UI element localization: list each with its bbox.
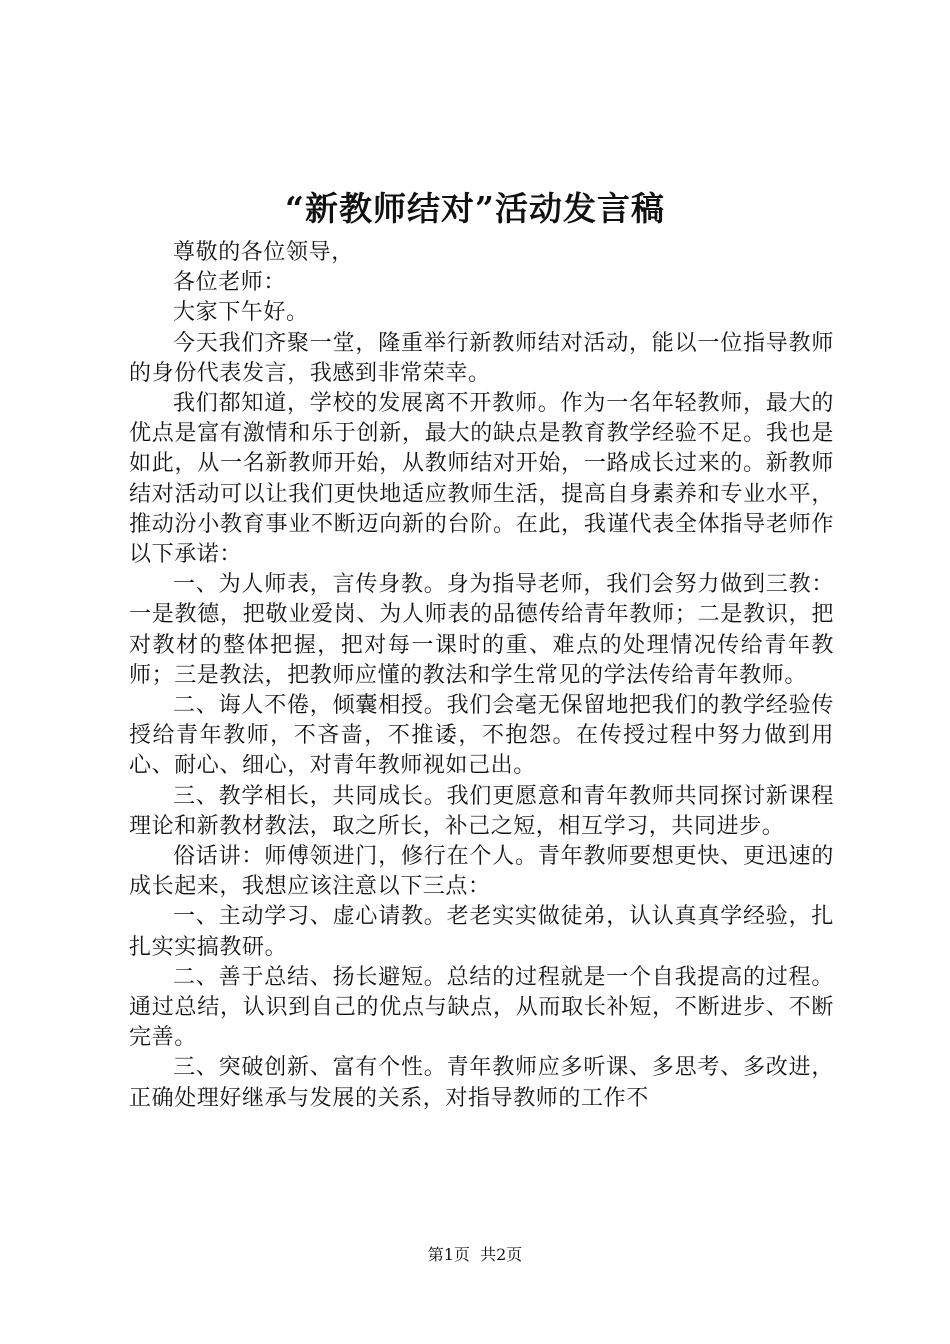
page-number: 第1页 bbox=[427, 1245, 470, 1264]
paragraph: 二、善于总结、扬长避短。总结的过程就是一个自我提高的过程。通过总结，认识到自己的优点与缺点，从而取长补短，不断进步、不断完善。 bbox=[129, 964, 834, 1051]
paragraph: 三、突破创新、富有个性。青年教师应多听课、多思考、多改进，正确处理好继承与发展的关系，对指导教师的工作不 bbox=[129, 1055, 834, 1111]
document-body bbox=[129, 238, 834, 1114]
paragraph: 俗话讲：师傅领进门，修行在个人。青年教师要想更快、更迅速的成长起来，我想应该注意以下三点： bbox=[129, 844, 834, 900]
paragraph: 一、为人师表，言传身教。身为指导老师，我们会努力做到三教：一是教德，把敬业爱岗、为人师表的品德传给青年教师；二是教识，把对教材的整体把握，把对每一课时的重、难点的处理情况传给青年教师；三是教法，把教师应懂的教法和学生常见的学法传给青年教师。 bbox=[129, 572, 834, 688]
paragraph: 二、诲人不倦，倾囊相授。我们会毫无保留地把我们的教学经验传授给青年教师，不吝啬，不推诿，不抱怨。在传授过程中努力做到用心、耐心、细心，对青年教师视如己出。 bbox=[129, 693, 834, 779]
paragraph: 一、主动学习、虚心请教。老老实实做徒弟，认认真真学经验，扎扎实实搞教研。 bbox=[129, 904, 834, 960]
paragraph-greeting: 大家下午好。 bbox=[173, 300, 309, 326]
document-title: “新教师结对”活动发言稿 bbox=[285, 189, 665, 228]
paragraph: 我们都知道，学校的发展离不开教师。作为一名年轻教师，最大的优点是富有激情和乐于创新，最大的缺点是教育教学经验不足。我也是如此，从一名新教师开始，从教师结对开始，一路成长过来的。新教师结对活动可以让我们更快地适应教师生活，提高自身素养和专业水平，推动汾小教育事业不断迈向新的台阶。在此，我谨代表全体指导老师作以下承诺： bbox=[129, 391, 834, 568]
paragraph-salutation: 尊敬的各位领导， bbox=[173, 240, 354, 265]
page-total: 共2页 bbox=[480, 1245, 523, 1264]
paragraph-salutation-teachers: 各位老师： bbox=[173, 270, 287, 296]
page-footer bbox=[0, 1244, 950, 1266]
paragraph: 今天我们齐聚一堂，隆重举行新教师结对活动，能以一位指导教师的身份代表发言，我感到非常荣幸。 bbox=[129, 330, 834, 386]
paragraph: 三、教学相长，共同成长。我们更愿意和青年教师共同探讨新课程理论和新教材教法，取之所长，补己之短，相互学习，共同进步。 bbox=[129, 783, 834, 839]
